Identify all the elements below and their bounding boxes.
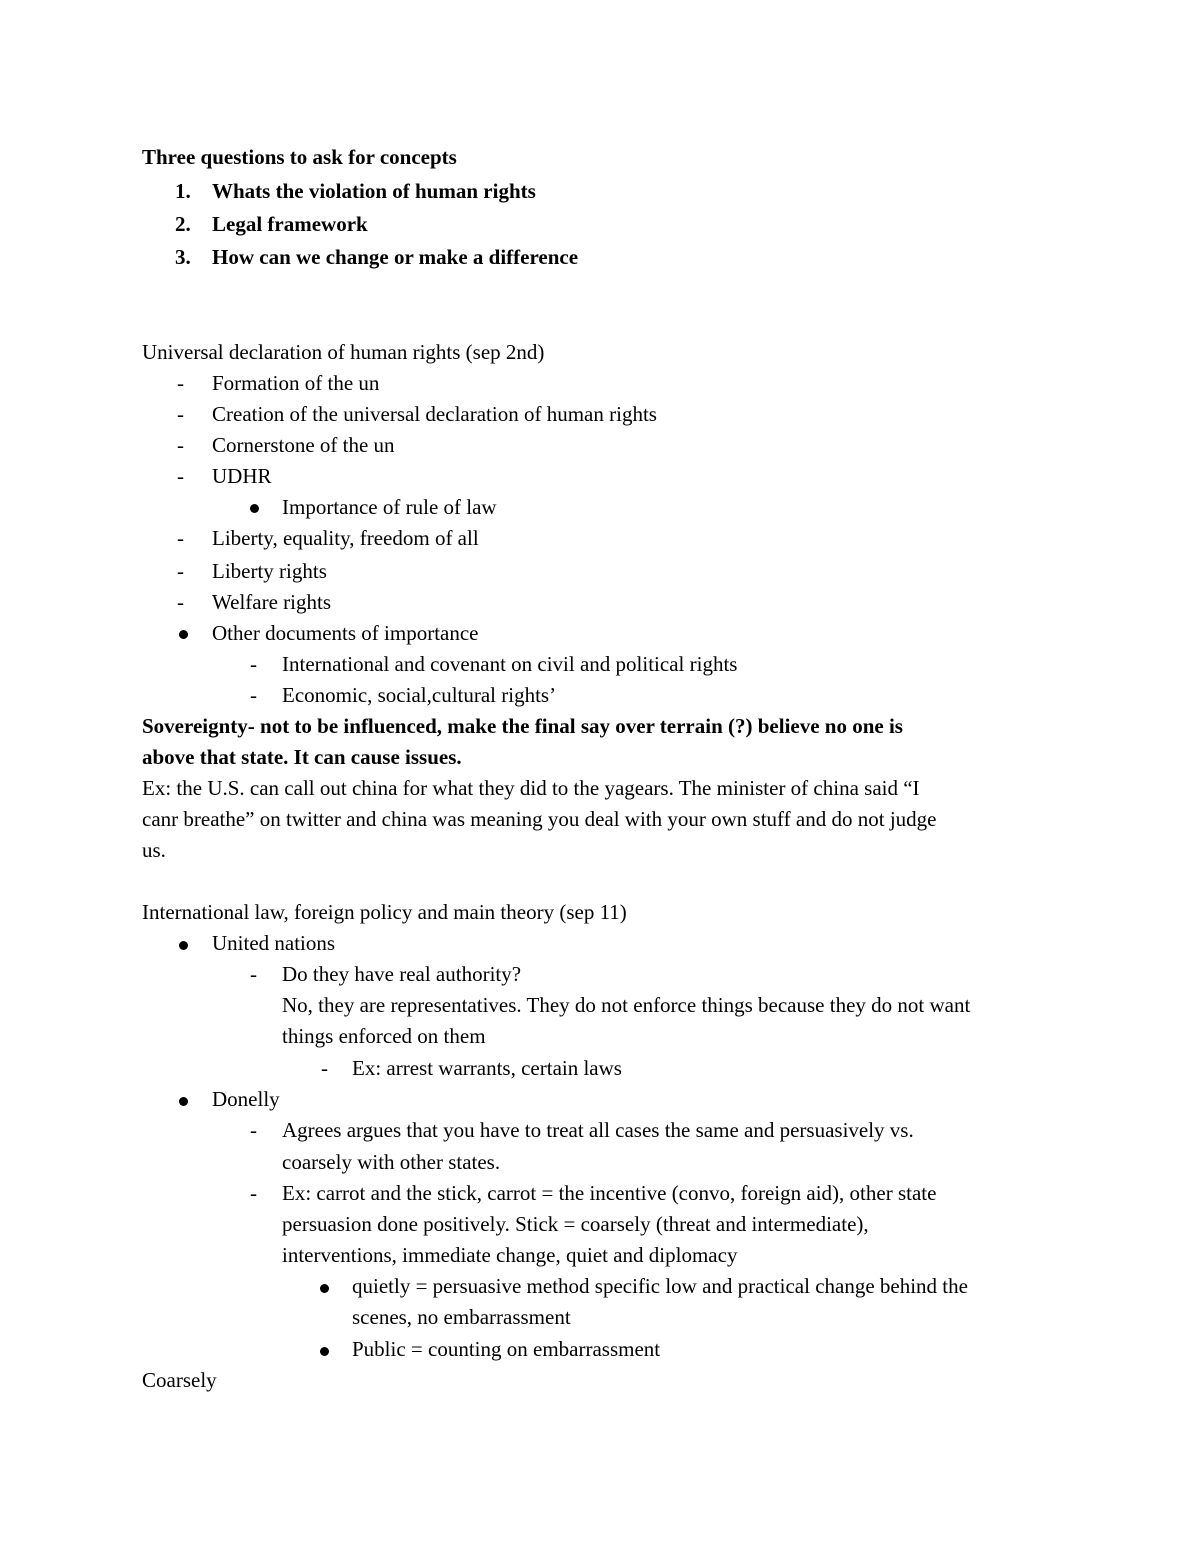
list-number: 1. bbox=[175, 179, 191, 203]
list-item-cont: interventions, immediate change, quiet and diplomacy bbox=[282, 1243, 738, 1267]
list-item: quietly = persuasive method specific low and practical change behind the bbox=[352, 1274, 968, 1298]
dash-marker: - bbox=[250, 962, 257, 986]
list-item: Liberty rights bbox=[212, 559, 327, 583]
dash-marker: - bbox=[177, 402, 184, 426]
bullet-dot bbox=[179, 630, 188, 639]
list-number: 2. bbox=[175, 212, 191, 236]
list-item: Economic, social,cultural rights’ bbox=[282, 683, 557, 707]
bullet-dot bbox=[179, 941, 188, 950]
dash-marker: - bbox=[177, 526, 184, 550]
list-item: UDHR bbox=[212, 464, 272, 488]
list-item: Cornerstone of the un bbox=[212, 433, 395, 457]
sovereignty-definition-cont: above that state. It can cause issues. bbox=[142, 745, 462, 769]
list-item: Legal framework bbox=[212, 212, 368, 236]
questions-heading: Three questions to ask for concepts bbox=[142, 145, 457, 169]
section-heading: International law, foreign policy and main theory (sep 11) bbox=[142, 900, 627, 924]
dash-marker: - bbox=[250, 1118, 257, 1142]
dash-marker: - bbox=[177, 464, 184, 488]
sovereignty-example-cont: us. bbox=[142, 838, 166, 862]
dash-marker: - bbox=[250, 683, 257, 707]
list-item: Donelly bbox=[212, 1087, 280, 1111]
list-item: Creation of the universal declaration of human rights bbox=[212, 402, 657, 426]
list-item: International and covenant on civil and political rights bbox=[282, 652, 738, 676]
dash-marker: - bbox=[250, 652, 257, 676]
list-item: Liberty, equality, freedom of all bbox=[212, 526, 479, 550]
list-item: Ex: carrot and the stick, carrot = the incentive (convo, foreign aid), other state bbox=[282, 1181, 937, 1205]
bullet-dot bbox=[320, 1347, 329, 1356]
list-number: 3. bbox=[175, 245, 191, 269]
sovereignty-definition: Sovereignty- not to be influenced, make the final say over terrain (?) believe no one is bbox=[142, 714, 903, 738]
list-item: Whats the violation of human rights bbox=[212, 179, 536, 203]
dash-marker: - bbox=[321, 1056, 328, 1080]
list-item: Agrees argues that you have to treat all cases the same and persuasively vs. bbox=[282, 1118, 914, 1142]
list-item: Do they have real authority? bbox=[282, 962, 522, 986]
bullet-dot bbox=[250, 504, 259, 513]
dash-marker: - bbox=[177, 433, 184, 457]
bullet-dot bbox=[320, 1284, 329, 1293]
list-item-cont: scenes, no embarrassment bbox=[352, 1305, 571, 1329]
section-heading: Universal declaration of human rights (sep 2nd) bbox=[142, 340, 545, 364]
list-item: Public = counting on embarrassment bbox=[352, 1337, 661, 1361]
list-item-cont: persuasion done positively. Stick = coarsely (threat and intermediate), bbox=[282, 1212, 869, 1236]
list-item-cont: No, they are representatives. They do not enforce things because they do not want bbox=[282, 993, 971, 1017]
list-item-cont: coarsely with other states. bbox=[282, 1150, 501, 1174]
list-item: Formation of the un bbox=[212, 371, 380, 395]
bullet-dot bbox=[179, 1097, 188, 1106]
list-item: Ex: arrest warrants, certain laws bbox=[352, 1056, 622, 1080]
list-item: Importance of rule of law bbox=[282, 495, 497, 519]
list-item: United nations bbox=[212, 931, 336, 955]
sovereignty-example-cont: canr breathe” on twitter and china was meaning you deal with your own stuff and do not judge bbox=[142, 807, 937, 831]
list-item: Welfare rights bbox=[212, 590, 332, 614]
dash-marker: - bbox=[177, 559, 184, 583]
dash-marker: - bbox=[177, 590, 184, 614]
dash-marker: - bbox=[177, 371, 184, 395]
sovereignty-example: Ex: the U.S. can call out china for what they did to the yagears. The minister of china said “I bbox=[142, 776, 920, 800]
dash-marker: - bbox=[250, 1181, 257, 1205]
list-item-cont: things enforced on them bbox=[282, 1024, 486, 1048]
list-item: How can we change or make a difference bbox=[212, 245, 579, 269]
section-heading: Coarsely bbox=[142, 1368, 217, 1392]
list-item: Other documents of importance bbox=[212, 621, 479, 645]
